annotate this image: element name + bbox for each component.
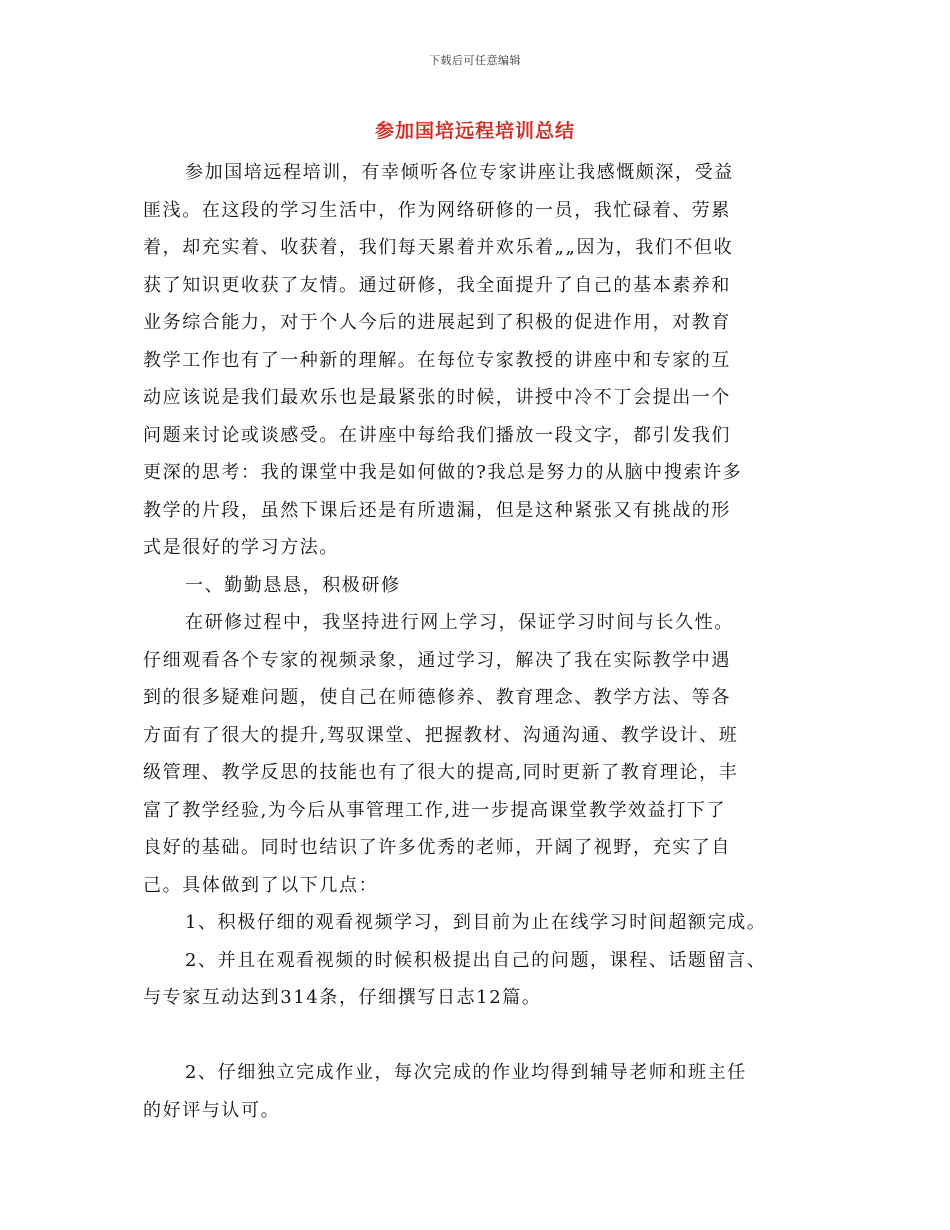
- paragraph-line: 匪浅。在这段的学习生活中，作为网络研修的一员，我忙碌着、劳累: [143, 199, 731, 221]
- paragraph-line: 问题来讨论或谈感受。在讲座中每给我们播放一段文字，都引发我们: [143, 424, 731, 446]
- document-title: 参加国培远程培训总结: [374, 120, 575, 142]
- paragraph-line: 着，却充实着、收获着，我们每天累着并欢乐着„„因为，我们不但收: [143, 237, 734, 258]
- paragraph-line: 到的很多疑难问题，使自己在师德修养、教育理念、教学方法、等各: [143, 687, 731, 708]
- paragraph-gap: [143, 1017, 828, 1055]
- paragraph-line: 教学的片段，虽然下课后还是有所遗漏，但是这种紧张又有挑战的形: [143, 499, 731, 521]
- paragraph-line: 在研修过程中，我坚持进行网上学习，保证学习时间与长久性。: [185, 612, 734, 633]
- list-item: 2、仔细独立完成作业，每次完成的作业均得到辅导老师和班主任: [185, 1062, 747, 1083]
- paragraph-line: 的好评与认可。: [143, 1099, 281, 1121]
- paragraph-line: 式是很好的学习方法。: [143, 537, 339, 558]
- paragraph-line: 参加国培远程培训，有幸倾听各位专家讲座让我感慨颇深，受益: [185, 162, 734, 183]
- paragraph-line: 方面有了很大的提升,驾驭课堂、把握教材、沟通沟通、教学设计、班: [143, 724, 739, 746]
- paragraph-line: 己。具体做到了以下几点：: [143, 874, 379, 896]
- document-body: [143, 154, 828, 1129]
- paragraph-line: 富了教学经验,为今后从事管理工作,进一步提高课堂教学效益打下了: [143, 799, 727, 821]
- page-header: 下载后可任意编辑: [429, 54, 521, 67]
- list-item: 1、积极仔细的观看视频学习，到目前为止在线学习时间超额完成。: [185, 912, 767, 933]
- paragraph-line: 动应该说是我们最欢乐也是最紧张的时候，讲授中冷不丁会提出一个: [143, 387, 731, 408]
- paragraph-line: 与专家互动达到314条，仔细撰写日志12篇。: [143, 987, 542, 1008]
- paragraph-line: 获了知识更收获了友情。通过研修，我全面提升了自己的基本素养和: [143, 274, 731, 296]
- paragraph-line: 良好的基础。同时也结识了许多优秀的老师，开阔了视野，充实了自: [143, 837, 731, 858]
- paragraph-line: 仔细观看各个专家的视频录象，通过学习，解决了我在实际教学中遇: [143, 649, 731, 671]
- paragraph-line: 更深的思考：我的课堂中我是如何做的?我总是努力的从脑中搜索许多: [143, 462, 743, 483]
- list-item: 2、并且在观看视频的时候积极提出自己的问题，课程、话题留言、: [185, 949, 767, 971]
- paragraph-line: 教学工作也有了一种新的理解。在每位专家教授的讲座中和专家的互: [143, 349, 731, 371]
- paragraph-line: 级管理、教学反思的技能也有了很大的提高,同时更新了教育理论，丰: [143, 762, 739, 783]
- section-heading: 一、勤勤恳恳，积极研修: [185, 574, 401, 596]
- paragraph-line: 业务综合能力，对于个人今后的进展起到了积极的促进作用，对教育: [143, 312, 731, 333]
